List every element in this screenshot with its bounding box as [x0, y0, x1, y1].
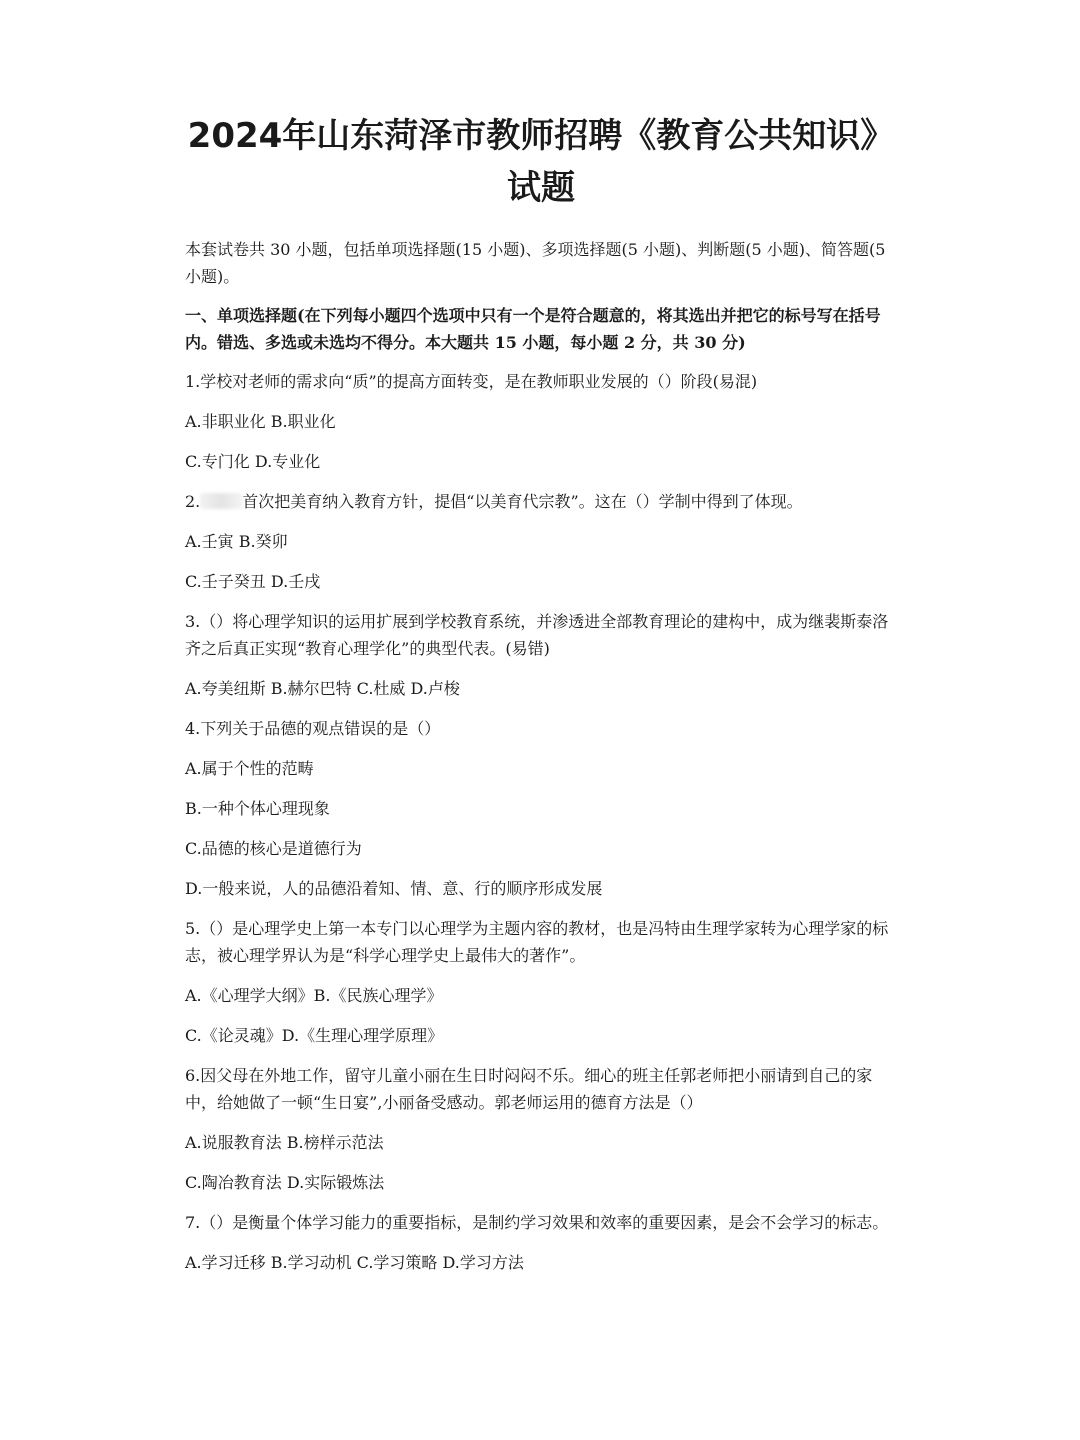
title-line-1: 2024年山东菏泽市教师招聘《教育公共知识》: [187, 116, 895, 156]
question-4-option-a: A.属于个性的范畴: [185, 759, 314, 778]
question-5-option-line-2: C.《论灵魂》D.《生理心理学原理》: [185, 1026, 444, 1045]
question-2-stem: [185, 488, 897, 515]
exam-intro: 本套试卷共 30 小题，包括单项选择题(15 小题)、多项选择题(5 小题)、判断题(5 小题)、简答题(5 小题)。: [185, 240, 886, 286]
question-1-option-line-2: C.专门化 D.专业化: [185, 452, 321, 471]
question-1-option-line-1: A.非职业化 B.职业化: [185, 412, 336, 431]
title-line-2: 试题: [507, 168, 575, 208]
question-6-option-line-2: C.陶冶教育法 D.实际锻炼法: [185, 1173, 385, 1192]
question-6-stem: 6.因父母在外地工作，留守儿童小丽在生日时闷闷不乐。细心的班主任郭老师把小丽请到自己的家中，给她做了一顿“生日宴”,小丽备受感动。郭老师运用的德育方法是（）: [185, 1066, 873, 1112]
question-2-option-line-2: C.壬子癸丑 D.壬戌: [185, 572, 321, 591]
question-3-option-line-1: A.夸美纽斯 B.赫尔巴特 C.杜威 D.卢梭: [185, 679, 460, 698]
question-7-option-line-1: A.学习迁移 B.学习动机 C.学习策略 D.学习方法: [185, 1253, 524, 1272]
question-2-text: 首次把美育纳入教育方针，提倡“以美育代宗教”。这在（）学制中得到了体现。: [242, 492, 803, 511]
question-4-option-c: C.品德的核心是道德行为: [185, 839, 362, 858]
question-3-stem: 3.（）将心理学知识的运用扩展到学校教育系统，并渗透进全部教育理论的建构中，成为继裴斯泰洛齐之后真正实现“教育心理学化”的典型代表。(易错): [185, 612, 889, 658]
question-5-option-line-1: A.《心理学大纲》B.《民族心理学》: [185, 986, 443, 1005]
section-heading-single-choice: 一、单项选择题(在下列每小题四个选项中只有一个是符合题意的，将其选出并把它的标号写在括号内。错选、多选或未选均不得分。本大题共 15 小题，每小题 2 分，共 30 分): [185, 306, 881, 352]
document-title: [175, 110, 907, 214]
question-2-number: 2.: [185, 492, 201, 511]
question-4-option-b: B.一种个体心理现象: [185, 799, 330, 818]
document-page: [185, 100, 897, 1289]
question-7-stem: 7.（）是衡量个体学习能力的重要指标，是制约学习效果和效率的重要因素，是会不会学习的标志。: [185, 1213, 889, 1232]
question-4-option-d: D.一般来说，人的品德沿着知、情、意、行的顺序形成发展: [185, 879, 603, 898]
question-6-option-line-1: A.说服教育法 B.榜样示范法: [185, 1133, 384, 1152]
question-1-stem: 1.学校对老师的需求向“质”的提高方面转变，是在教师职业发展的（）阶段(易混): [185, 372, 758, 391]
question-2-option-line-1: A.壬寅 B.癸卯: [185, 532, 288, 551]
blurred-text-redaction: [200, 493, 242, 509]
question-5-stem: 5.（）是心理学史上第一本专门以心理学为主题内容的教材，也是冯特由生理学家转为心理学家的标志，被心理学界认为是“科学心理学史上最伟大的著作”。: [185, 919, 889, 965]
question-4-stem: 4.下列关于品德的观点错误的是（）: [185, 719, 441, 738]
